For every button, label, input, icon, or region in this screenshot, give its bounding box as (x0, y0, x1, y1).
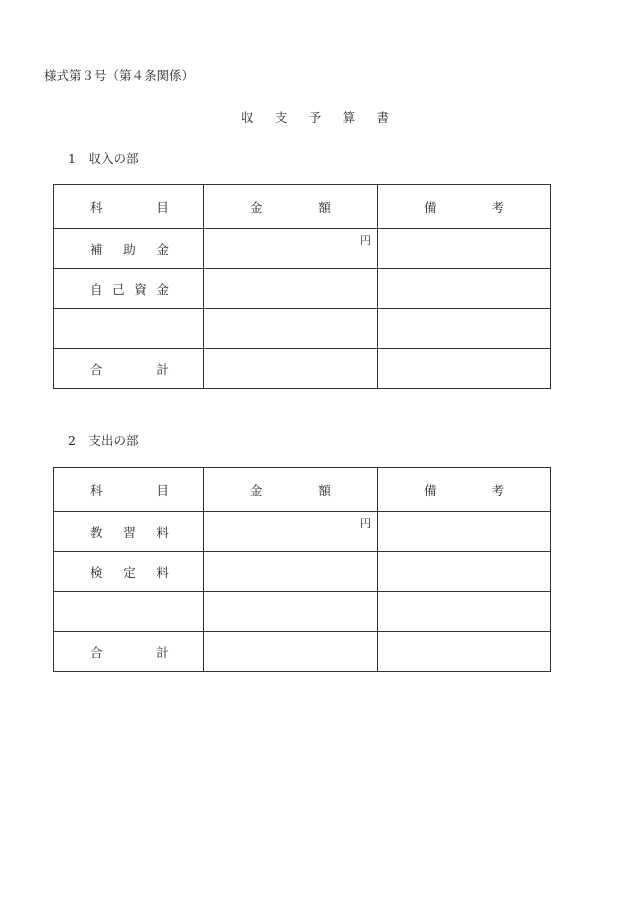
table-row (54, 592, 551, 632)
table-row (54, 309, 551, 349)
income-total-label (54, 349, 204, 389)
expense-total-label (54, 632, 204, 672)
income-total-row (54, 349, 551, 389)
income-table-header (54, 185, 551, 229)
expense-remarks-3[interactable] (377, 592, 550, 632)
amount-column-header (203, 468, 377, 512)
label: 備 考 (423, 199, 504, 215)
label: 補 助 金 (90, 241, 169, 257)
expense-total-amount[interactable] (203, 632, 377, 672)
label: 教 習 料 (90, 524, 169, 540)
document-title (0, 108, 630, 126)
expense-amount-3[interactable] (203, 592, 377, 632)
label: 金 額 (249, 482, 331, 498)
income-section-heading: 1 収入の部 (68, 151, 139, 166)
income-remarks-3[interactable] (377, 309, 550, 349)
expense-remarks-2[interactable] (377, 552, 550, 592)
currency-unit: 円 (359, 517, 371, 530)
subject-column-header (54, 185, 204, 229)
income-amount-3[interactable] (203, 309, 377, 349)
label: 科 目 (90, 199, 169, 215)
expense-table (53, 467, 551, 672)
expense-remarks-1[interactable] (377, 512, 550, 552)
income-subject-2 (54, 269, 204, 309)
expense-section-heading: 2 支出の部 (68, 433, 139, 448)
table-row (54, 552, 551, 592)
amount-column-header (203, 185, 377, 229)
document-title-text: 収 支 予 算 書 (241, 110, 389, 125)
income-remarks-1[interactable] (377, 229, 550, 269)
expense-table-header (54, 468, 551, 512)
expense-subject-1 (54, 512, 204, 552)
table-row (54, 269, 551, 309)
expense-amount-2[interactable] (203, 552, 377, 592)
income-amount-2[interactable] (203, 269, 377, 309)
form-number: 様式第３号（第４条関係） (44, 68, 195, 83)
subject-column-header (54, 468, 204, 512)
income-subject-3[interactable] (54, 309, 204, 349)
label: 検 定 料 (90, 564, 169, 580)
label: 金 額 (249, 199, 331, 215)
expense-total-row (54, 632, 551, 672)
income-remarks-2[interactable] (377, 269, 550, 309)
income-total-amount[interactable] (203, 349, 377, 389)
label: 合 計 (90, 644, 169, 660)
table-row (54, 512, 551, 552)
income-table (53, 184, 551, 389)
label: 科 目 (90, 482, 169, 498)
income-amount-1[interactable] (203, 229, 377, 269)
remarks-column-header (377, 468, 550, 512)
expense-total-remarks[interactable] (377, 632, 550, 672)
expense-amount-1[interactable] (203, 512, 377, 552)
expense-subject-2 (54, 552, 204, 592)
table-row (54, 229, 551, 269)
label: 合 計 (90, 361, 169, 377)
label: 備 考 (423, 482, 504, 498)
remarks-column-header (377, 185, 550, 229)
income-total-remarks[interactable] (377, 349, 550, 389)
expense-subject-3[interactable] (54, 592, 204, 632)
currency-unit: 円 (359, 234, 371, 247)
label: 自 己 資 金 (90, 281, 169, 297)
income-subject-1 (54, 229, 204, 269)
